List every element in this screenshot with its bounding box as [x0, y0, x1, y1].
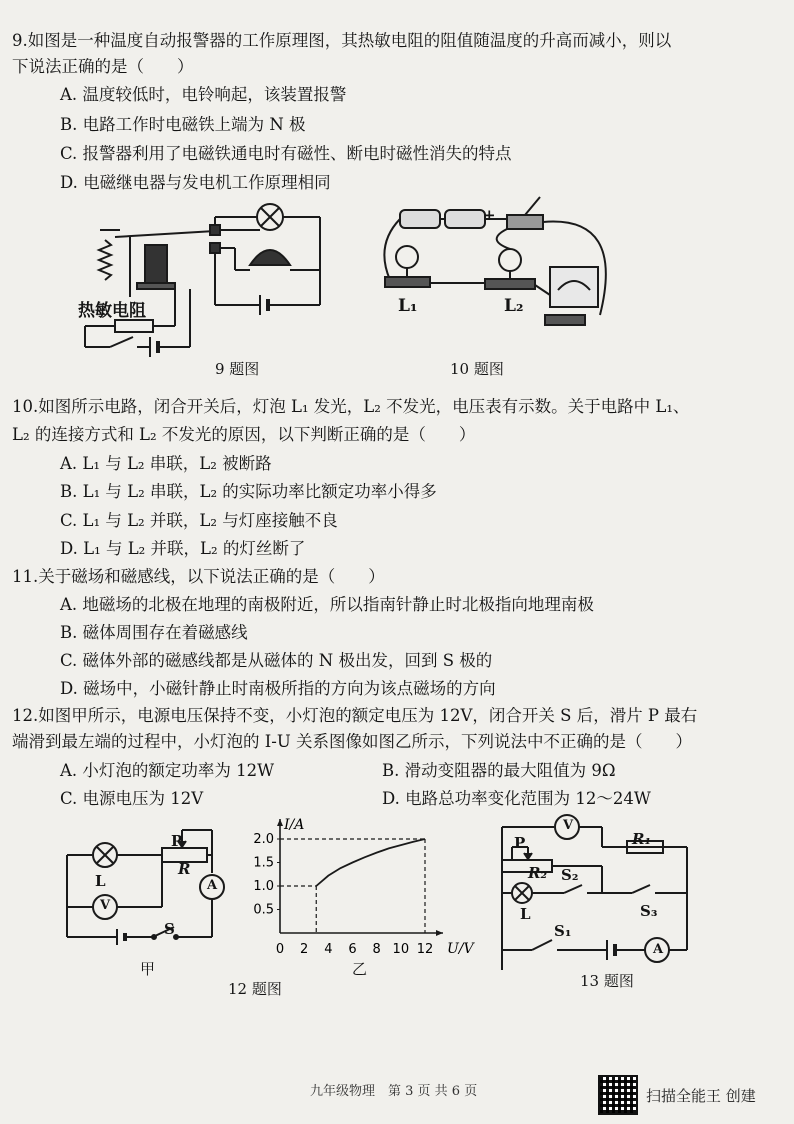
- x-axis-arrow: [436, 930, 443, 936]
- q10-option-a: A. L₁ 与 L₂ 串联，L₂ 被断路: [60, 454, 272, 473]
- q9-stem-line2: 下说法正确的是（ ）: [12, 57, 194, 76]
- q13-label-l: L: [520, 905, 531, 923]
- y-axis-label: I/A: [284, 817, 305, 833]
- q10-plus-sign: +: [483, 206, 496, 224]
- q10-l2-label: L₂: [504, 296, 524, 316]
- x-tick-label: 6: [348, 942, 357, 957]
- q12-label-s: S: [164, 920, 175, 938]
- q13-label-p: P: [514, 834, 526, 852]
- q9-option-d: D. 电磁继电器与发电机工作原理相同: [60, 173, 331, 192]
- y-axis-arrow: [277, 819, 283, 826]
- q12-label-l: L: [95, 872, 106, 890]
- q10-option-d: D. L₁ 与 L₂ 并联，L₂ 的灯丝断了: [60, 539, 306, 558]
- q10-stem-line2: L₂ 的连接方式和 L₂ 不发光的原因，以下判断正确的是（ ）: [12, 425, 476, 444]
- q9-thermistor-label: 热敏电阻: [78, 301, 146, 321]
- x-tick-label: 2: [300, 942, 309, 957]
- q12-label-r: R: [178, 860, 191, 878]
- q12-label-a: A: [207, 878, 218, 893]
- y-tick-label: 2.0: [253, 832, 274, 847]
- watermark-text: 扫描全能王 创建: [646, 1086, 756, 1105]
- q12-caption: 12 题图: [228, 980, 282, 998]
- q9-option-c: C. 报警器利用了电磁铁通电时有磁性、断电时磁性消失的特点: [60, 144, 512, 163]
- x-tick-label: 4: [324, 942, 333, 957]
- q12-option-d: D. 电路总功率变化范围为 12～24W: [382, 789, 651, 808]
- q9-relay-diagram: [75, 195, 335, 360]
- q11-option-b: B. 磁体周围存在着磁感线: [60, 623, 248, 642]
- x-tick-label: 0: [275, 942, 285, 957]
- x-tick-label: 10: [392, 942, 410, 957]
- q9-option-a: A. 温度较低时，电铃响起，该装置报警: [60, 85, 347, 104]
- q11-option-d: D. 磁场中，小磁针静止时南极所指的方向为该点磁场的方向: [60, 679, 496, 698]
- y-tick-label: 1.5: [253, 855, 274, 871]
- x-axis-label: U/V: [447, 941, 474, 957]
- qr-code-icon: [598, 1075, 638, 1115]
- q12-option-b: B. 滑动变阻器的最大阻值为 9Ω: [382, 761, 616, 780]
- iu-curve: [316, 839, 425, 886]
- x-tick-label: 8: [372, 942, 381, 957]
- q13-caption: 13 题图: [580, 972, 634, 990]
- q11-option-a: A. 地磁场的北极在地理的南极附近，所以指南针静止时北极指向地理南极: [60, 595, 594, 614]
- q10-l1-label: L₁: [398, 296, 418, 316]
- scanner-watermark: [598, 1075, 756, 1115]
- q9-stem-line1: 9.如图是一种温度自动报警器的工作原理图，其热敏电阻的阻值随温度的升高而减小，则以: [12, 31, 672, 50]
- q12-label-yi: 乙: [352, 960, 368, 978]
- q12-label-v: V: [100, 898, 111, 913]
- q12-label-p: P: [171, 832, 183, 850]
- q12-iu-chart: [240, 815, 480, 975]
- page-footer: 九年级物理 第 3 页 共 6 页: [310, 1084, 478, 1099]
- q11-option-c: C. 磁体外部的磁感线都是从磁体的 N 极出发，回到 S 极的: [60, 651, 493, 670]
- q13-label-v: V: [563, 818, 574, 833]
- q13-label-r2: R₂: [528, 864, 548, 882]
- q9-caption: 9 题图: [215, 360, 260, 378]
- q13-label-a: A: [653, 942, 664, 957]
- q10-option-b: B. L₁ 与 L₂ 串联，L₂ 的实际功率比额定功率小得多: [60, 482, 437, 501]
- q10-stem-line1: 10.如图所示电路，闭合开关后，灯泡 L₁ 发光，L₂ 不发光，电压表有示数。关于电路中 L₁、: [12, 397, 690, 416]
- q9-option-b: B. 电路工作时电磁铁上端为 N 极: [60, 115, 306, 134]
- q12-option-a: A. 小灯泡的额定功率为 12W: [60, 761, 275, 780]
- q12-label-jia: 甲: [140, 960, 156, 978]
- q11-stem: 11.关于磁场和磁感线，以下说法正确的是（ ）: [12, 567, 385, 586]
- q13-label-s1: S₁: [554, 922, 572, 940]
- y-tick-label: 1.0: [253, 879, 274, 894]
- q12-stem-line1: 12.如图甲所示，电源电压保持不变，小灯泡的额定电压为 12V，闭合开关 S 后，滑片 P 最右: [12, 706, 698, 725]
- q13-label-s3: S₃: [640, 902, 658, 920]
- q10-option-c: C. L₁ 与 L₂ 并联，L₂ 与灯座接触不良: [60, 511, 338, 530]
- q12-option-c: C. 电源电压为 12V: [60, 789, 204, 808]
- q10-caption: 10 题图: [450, 360, 504, 378]
- x-tick-label: 12: [416, 942, 434, 957]
- q13-label-r1: R₁: [632, 830, 652, 848]
- q13-label-s2: S₂: [561, 866, 579, 884]
- q12-stem-line2: 端滑到最左端的过程中，小灯泡的 I-U 关系图像如图乙所示，下列说法中不正确的是（ ）: [12, 732, 692, 751]
- y-tick-label: 0.5: [253, 902, 274, 918]
